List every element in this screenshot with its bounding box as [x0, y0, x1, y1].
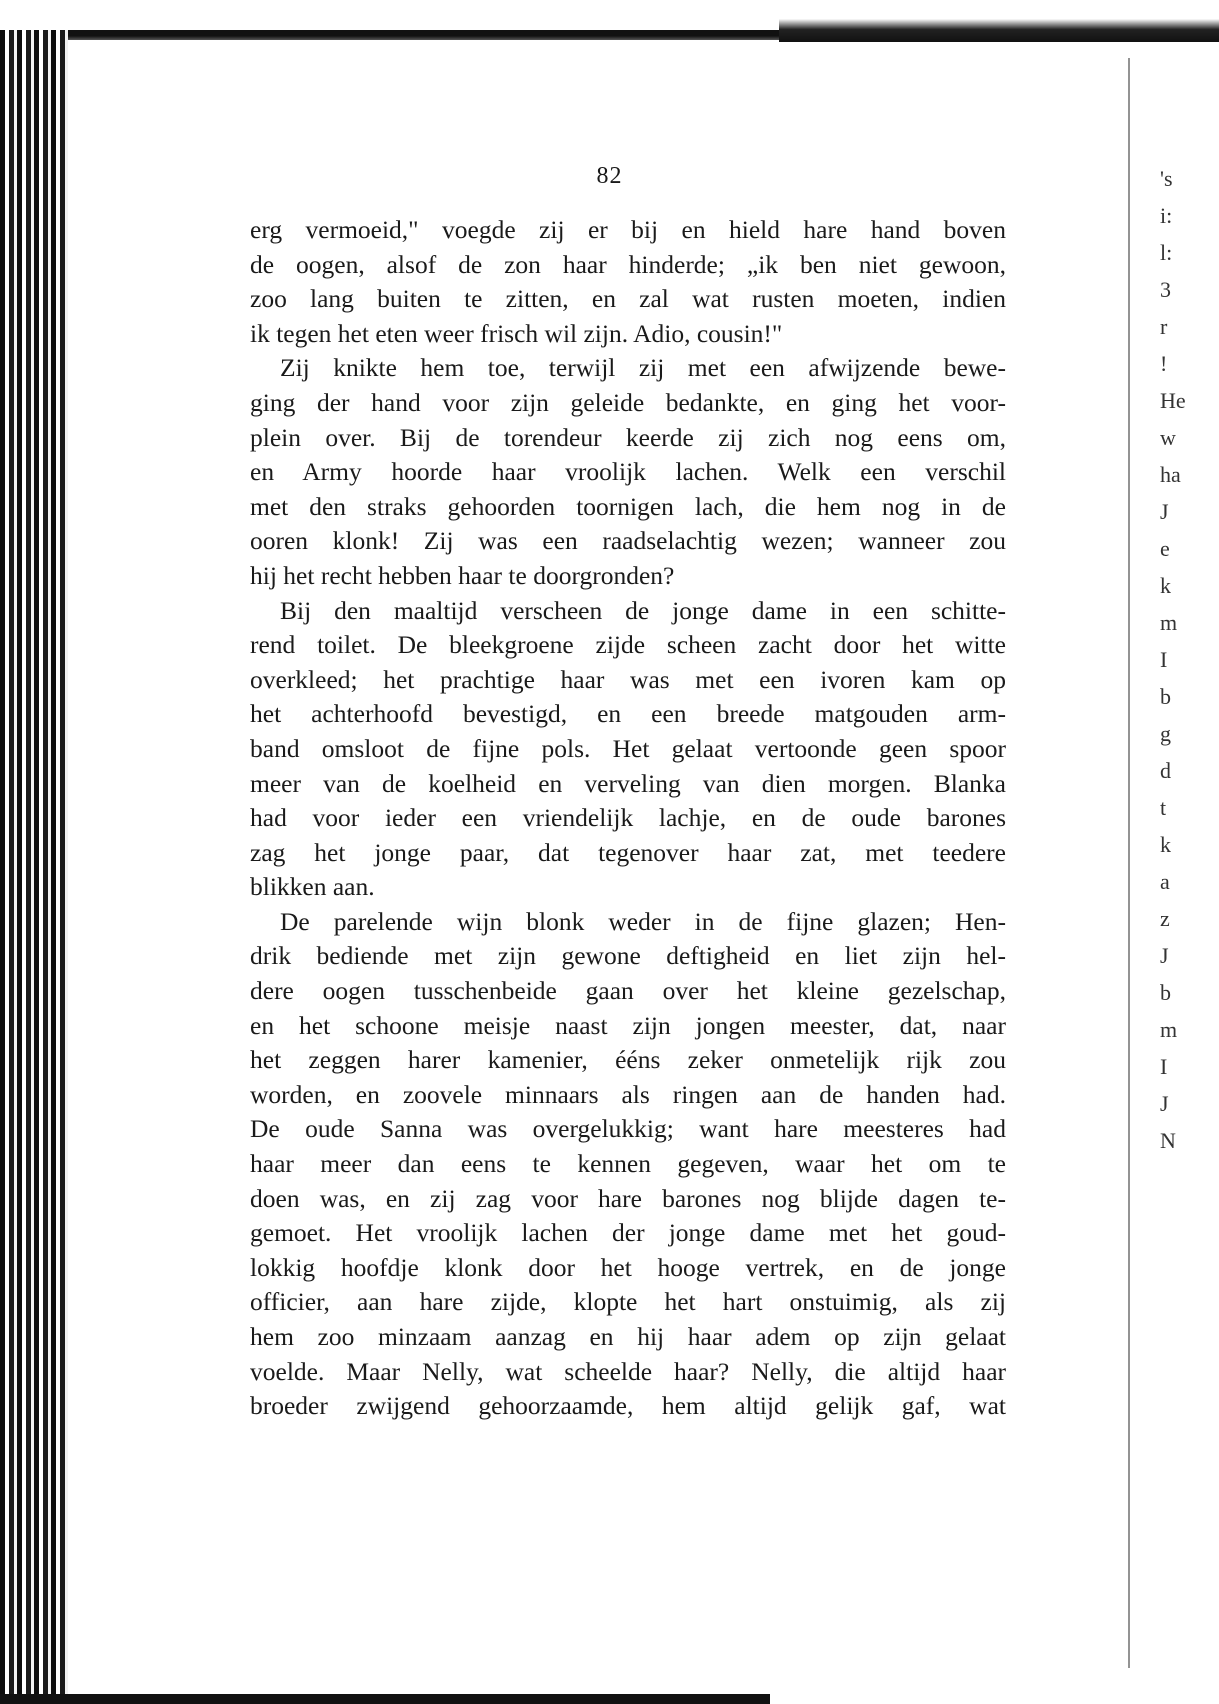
text-line: het achterhoofd bevestigd, en een breede matgouden arm-: [250, 699, 1006, 729]
bleed-fragment: i:: [1160, 203, 1173, 228]
text-line: lokkig hoofdje klonk door het hooge vertrek, en de jonge: [250, 1252, 1006, 1282]
bleed-fragment: J: [1160, 1091, 1169, 1116]
bleed-fragment: 3: [1160, 277, 1171, 302]
text-line: broeder zwijgend gehoorzaamde, hem altijd gelijk gaf, wat: [250, 1391, 1006, 1421]
text-line: meer van de koelheid en verveling van dien morgen. Blanka: [250, 768, 1006, 798]
bleed-fragment: e: [1160, 536, 1170, 561]
text-line: ging der hand voor zijn geleide bedankte, en ging het voor-: [250, 387, 1006, 417]
bleed-fragment: k: [1160, 573, 1171, 598]
text-line: de oogen, alsof de zon haar hinderde; „ik ben niet gewoon,: [250, 249, 1006, 279]
text-line: ik tegen het eten weer frisch wil zijn. Adio, cousin!": [250, 318, 783, 348]
text-line: zag het jonge paar, dat tegenover haar zat, met teedere: [250, 837, 1006, 867]
bleed-fragment: !: [1160, 351, 1168, 376]
text-line: ooren klonk! Zij was een raadselachtig wezen; wanneer zou: [250, 526, 1006, 556]
text-line: plein over. Bij de torendeur keerde zij zich nog eens om,: [250, 422, 1006, 452]
text-line: hij het recht hebben haar te doorgronden?: [250, 560, 675, 590]
text-line: officier, aan hare zijde, klopte het hart onstuimig, als zij: [250, 1287, 1006, 1317]
text-line: blikken aan.: [250, 872, 375, 902]
bleed-fragment: b: [1160, 684, 1171, 709]
text-line: met den straks gehoorden toornigen lach, die hem nog in de: [250, 491, 1006, 521]
scan-top-shadow: [779, 0, 1219, 42]
bleed-fragment: m: [1160, 1017, 1178, 1042]
text-line: had voor ieder een vriendelijk lachje, en de oude barones: [250, 803, 1006, 833]
bleed-fragment: d: [1160, 758, 1171, 783]
page-number-text: 82: [596, 163, 623, 189]
body-text: [250, 213, 1006, 1424]
bleed-fragment: ha: [1160, 462, 1181, 487]
page-gutter-line: [1128, 58, 1130, 1668]
bleed-fragment: k: [1160, 832, 1171, 857]
text-line: het zeggen harer kamenier, ééns zeker onmetelijk rijk zou: [250, 1045, 1006, 1075]
text-line: hem zoo minzaam aanzag en hij haar adem op zijn gelaat: [250, 1322, 1006, 1351]
facing-page-bleed-through: [1160, 160, 1215, 1560]
text-line: band omsloot de fijne pols. Het gelaat vertoonde geen spoor: [250, 733, 1006, 763]
bleed-fragment: l:: [1160, 240, 1173, 265]
bleed-fragment: I: [1160, 647, 1168, 672]
text-line: De oude Sanna was overgelukkig; want hare meesteres had: [250, 1114, 1006, 1144]
text-line: drik bediende met zijn gewone deftigheid en liet zijn hel-: [250, 941, 1006, 971]
text-line: en Army hoorde haar vroolijk lachen. Welk een verschil: [250, 457, 1006, 487]
text-line: worden, en zoovele minnaars als ringen aan de handen had.: [250, 1079, 1006, 1109]
text-line: Bij den maaltijd verscheen de jonge dame in een schitte-: [280, 595, 1006, 625]
text-line: zoo lang buiten te zitten, en zal wat rusten moeten, indien: [250, 284, 1006, 314]
scan-bottom-edge: [0, 1694, 770, 1704]
bleed-fragment: g: [1160, 721, 1171, 746]
scan-left-edge: [0, 30, 68, 1704]
bleed-fragment: b: [1160, 980, 1171, 1005]
bleed-fragment: I: [1160, 1054, 1168, 1079]
bleed-fragment: He: [1160, 388, 1186, 413]
text-line: dere oogen tusschenbeide gaan over het kleine gezelschap,: [250, 976, 1006, 1006]
bleed-fragment: J: [1160, 943, 1169, 968]
page-number: [0, 163, 1219, 190]
bleed-fragment: w: [1160, 425, 1176, 450]
bleed-fragment: N: [1160, 1128, 1176, 1153]
text-line: rend toilet. De bleekgroene zijde scheen zacht door het witte: [250, 630, 1006, 660]
bleed-fragment: m: [1160, 610, 1178, 635]
text-line: erg vermoeid," voegde zij er bij en hield hare hand boven: [250, 215, 1006, 244]
bleed-fragment: J: [1160, 499, 1169, 524]
bleed-fragment: 's: [1160, 166, 1173, 191]
text-line: Zij knikte hem toe, terwijl zij met een afwijzende bewe-: [280, 353, 1006, 383]
bleed-fragment: z: [1160, 906, 1170, 931]
text-line: doen was, en zij zag voor hare barones nog blijde dagen te-: [250, 1183, 1006, 1213]
bleed-fragment: t: [1160, 795, 1167, 820]
text-line: overkleed; het prachtige haar was met een ivoren kam op: [250, 664, 1006, 694]
text-line: en het schoone meisje naast zijn jongen meester, dat, naar: [250, 1010, 1006, 1040]
text-line: haar meer dan eens te kennen gegeven, waar het om te: [250, 1149, 1006, 1179]
text-line: voelde. Maar Nelly, wat scheelde haar? Nelly, die altijd haar: [250, 1356, 1006, 1386]
text-line: De parelende wijn blonk weder in de fijne glazen; Hen-: [280, 906, 1006, 936]
bleed-fragment: r: [1160, 314, 1168, 339]
bleed-fragment: a: [1160, 869, 1170, 894]
text-line: gemoet. Het vroolijk lachen der jonge dame met het goud-: [250, 1218, 1006, 1248]
